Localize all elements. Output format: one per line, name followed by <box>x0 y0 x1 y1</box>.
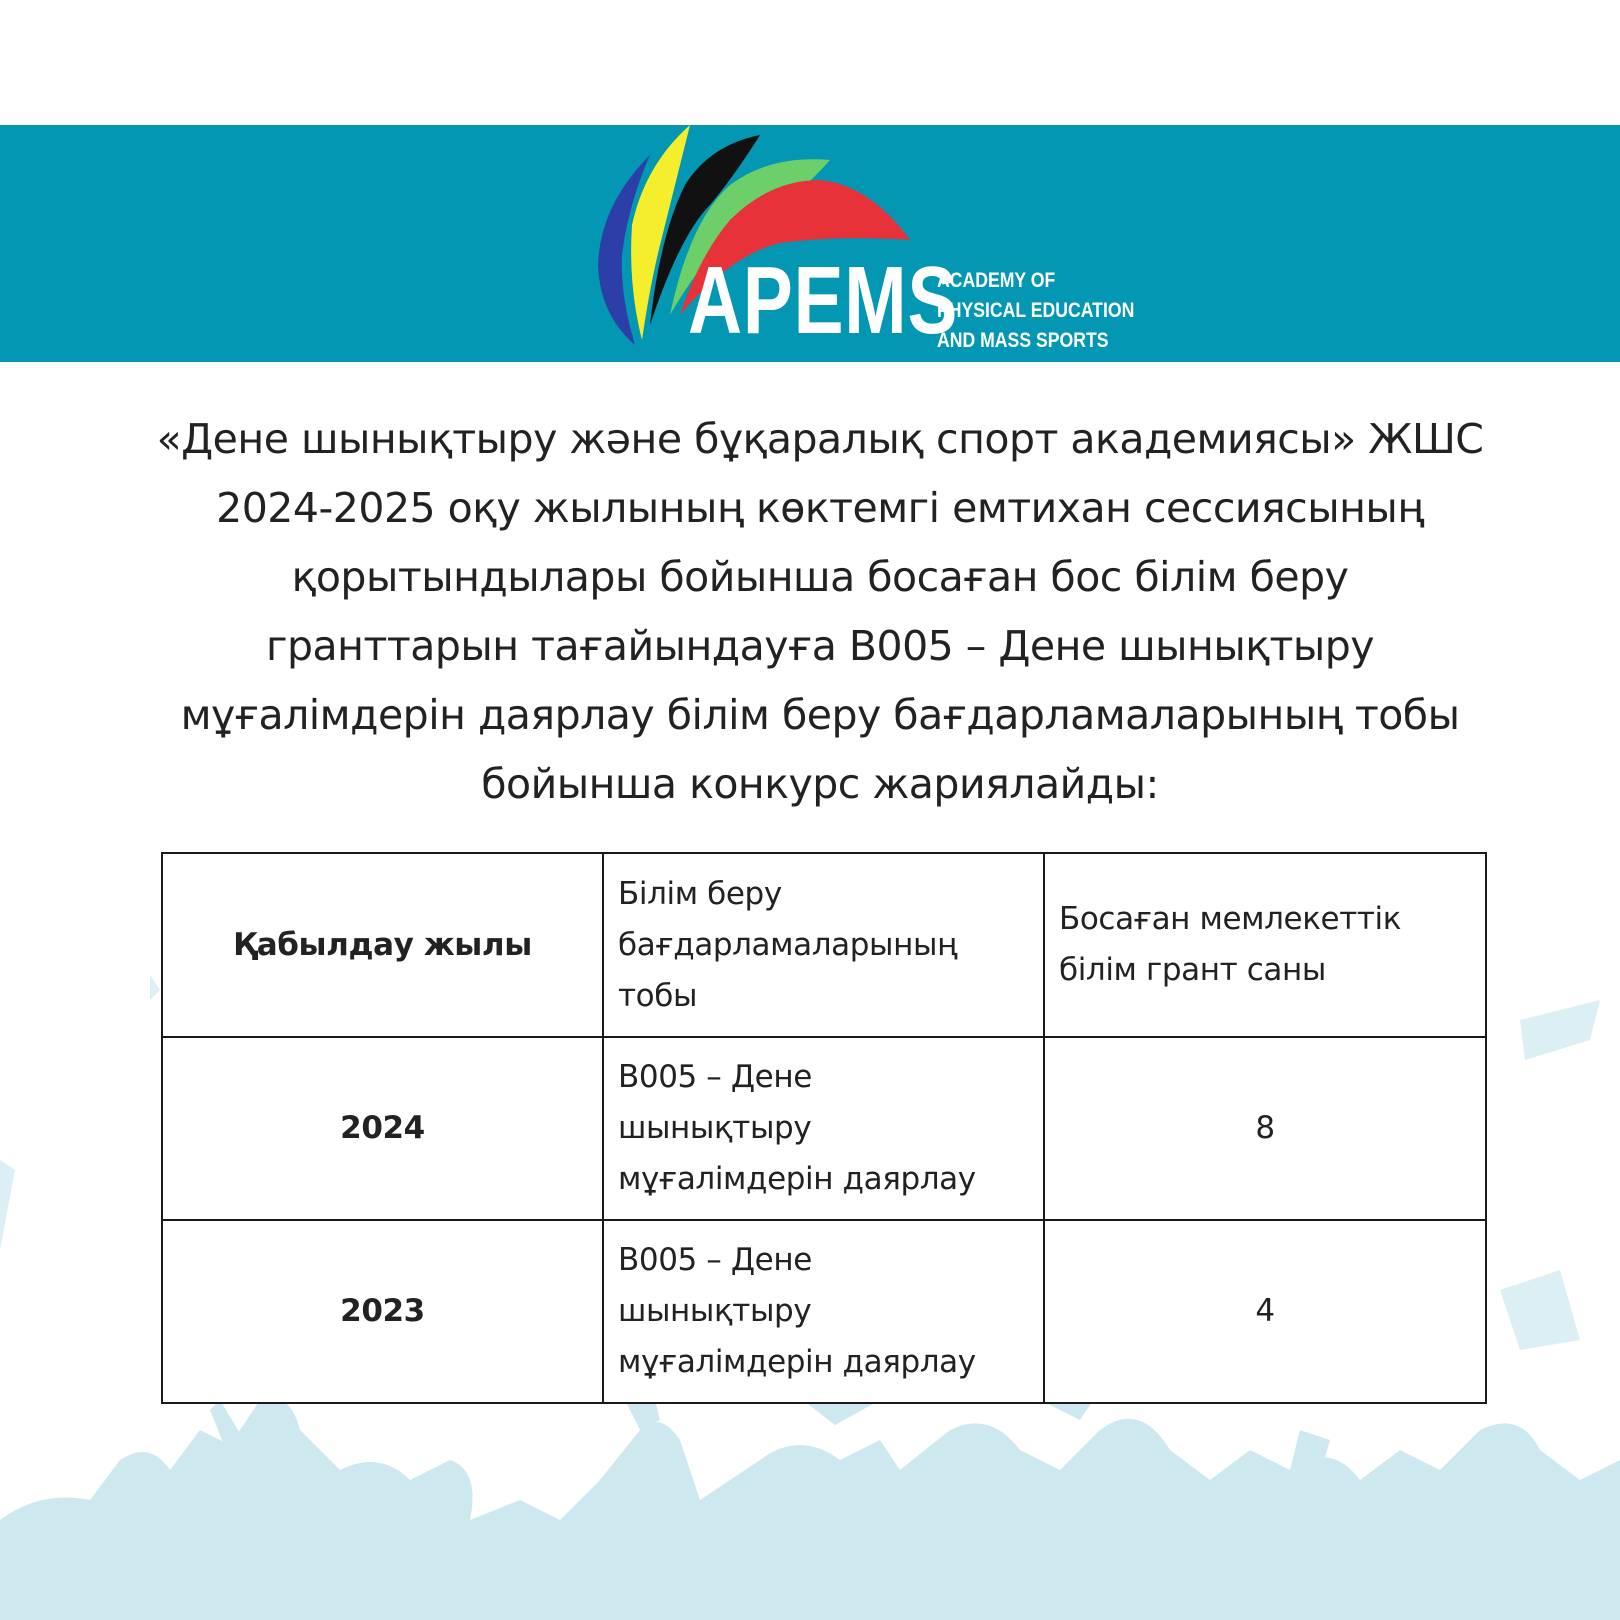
cell-program-line: мұғалімдерін даярлау <box>618 1344 976 1380</box>
table-row <box>162 1220 1486 1403</box>
header-program-line: Білім беру <box>618 875 782 912</box>
header-program <box>603 853 1044 1037</box>
cell-program <box>603 1037 1044 1220</box>
cell-program-line: шынықтыру <box>618 1293 812 1329</box>
logo-subtitle-line: AND MASS SPORTS <box>937 329 1109 352</box>
cell-grants: 8 <box>1044 1037 1486 1220</box>
header-program-line: бағдарламаларының <box>618 926 958 963</box>
header-grants-line: Босаған мемлекеттік <box>1059 901 1402 937</box>
heading-line: мұғалімдерін даярлау білім беру бағдарламаларының тобы <box>180 691 1460 739</box>
header-grants <box>1044 853 1486 1037</box>
announcement-heading <box>70 405 1570 819</box>
header-grants-line: білім грант саны <box>1059 952 1326 988</box>
header-program-line: тобы <box>618 977 698 1014</box>
heading-line: «Дене шынықтыру және бұқаралық спорт академиясы» ЖШС <box>156 415 1484 463</box>
heading-line: бойынша конкурс жариялайды: <box>481 760 1159 808</box>
heading-line: гранттарын тағайындауға В005 – Дене шынықтыру <box>265 622 1375 670</box>
cell-program <box>603 1220 1044 1403</box>
cell-year: 2024 <box>162 1037 603 1220</box>
heading-line: 2024-2025 оқу жылының көктемгі емтихан сессиясының <box>216 484 1424 532</box>
logo-wordmark: APEMS <box>688 247 959 354</box>
logo-subtitle-line: PHYSICAL EDUCATION <box>937 299 1135 322</box>
cell-year: 2023 <box>162 1220 603 1403</box>
logo-subtitle <box>937 266 1134 356</box>
heading-line: қорытындылары бойынша босаған бос білім беру <box>291 553 1349 601</box>
logo-subtitle-line: ACADEMY OF <box>937 269 1056 292</box>
grants-table <box>161 852 1487 1404</box>
table-header-row <box>162 853 1486 1037</box>
table-row <box>162 1037 1486 1220</box>
cell-grants: 4 <box>1044 1220 1486 1403</box>
cell-program-line: шынықтыру <box>618 1110 812 1146</box>
cell-program-line: В005 – Дене <box>618 1242 812 1278</box>
cell-program-line: мұғалімдерін даярлау <box>618 1161 976 1197</box>
header-year: Қабылдау жылы <box>162 853 603 1037</box>
cell-program-line: В005 – Дене <box>618 1059 812 1095</box>
